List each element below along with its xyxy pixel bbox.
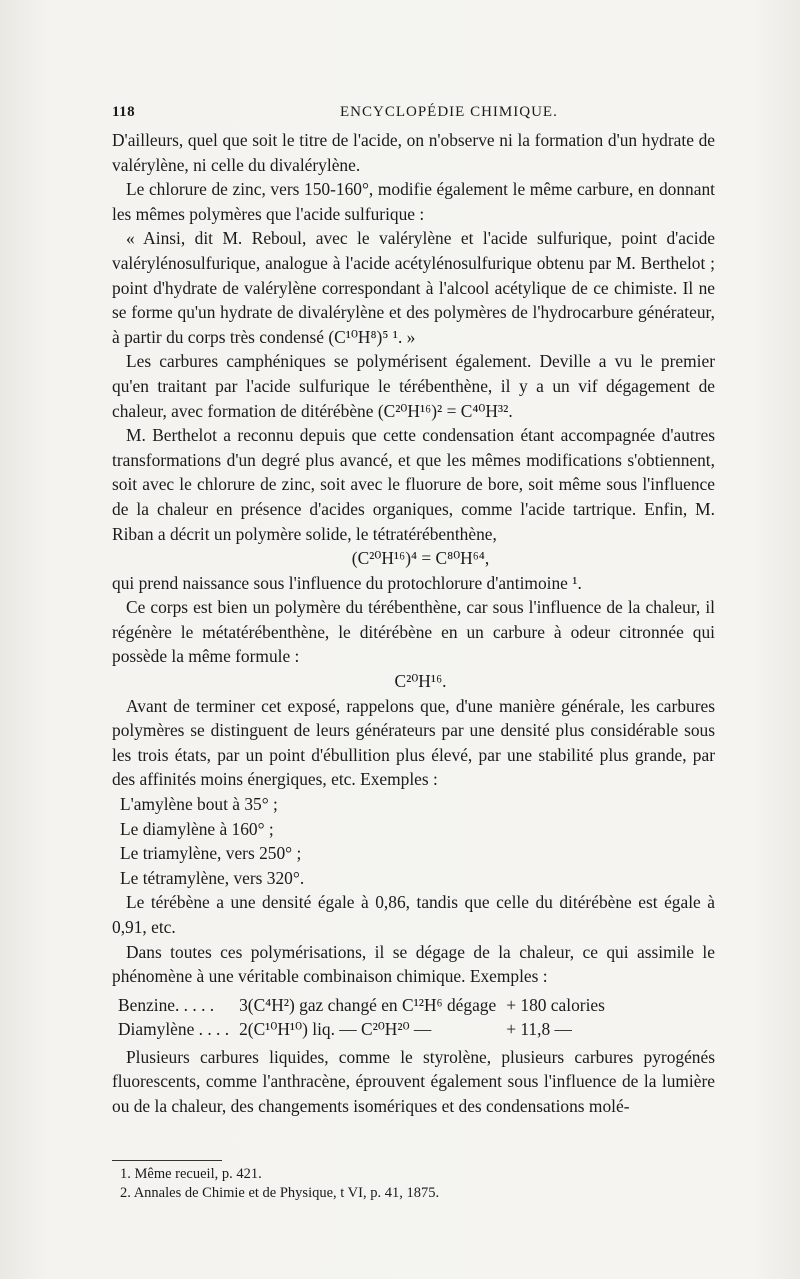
table-row [118,993,615,1017]
paragraph: Le chlorure de zinc, vers 150-160°, modifie également le même carbure, en donnant les mêmes polymères que l'acide sulfurique : [112,179,715,224]
paragraph: Dans toutes ces polymérisations, il se dégage de la chaleur, ce qui assimile le phénomène à une véritable combinaison chimique. Exemples : [112,941,715,987]
table-cell: Diamylène . . . . [118,1018,230,1039]
reaction-table [118,993,615,1041]
list-item: Le tétramylène, vers 320°. [120,867,305,888]
paragraph: Avant de terminer cet exposé, rappelons que, d'une manière générale, les carbures polymères se distinguent de leurs générateurs par une densité plus considérable sous les trois états, par un point d'ébullition plus élevé, par une stabilité plus grande, par des affinités moins énergiques, etc. Exemples : [112,695,715,790]
footnote: 1. Même recueil, p. 421. [120,1166,262,1182]
paragraph: Les carbures camphéniques se polymérisent également. Deville a vu le premier qu'en traitant par l'acide sulfurique le térébenthène, il y a un vif dégagement de chaleur, avec formation de ditérébène (C²⁰H¹⁶)² = C⁴⁰H³². [112,351,715,421]
quotation-paragraph: « Ainsi, dit M. Reboul, avec le valérylène et l'acide sulfurique, point d'acide valérylénosulfurique, analogue à l'acide acétylénosulfurique obtenu par M. Berthelot ; point d'hydrate de valérylène correspondant à l'alcool acétylique de ce chimiste. Il ne se forme qu'un hydrate de divalérylène et des polymères de l'hydrocarbure générateur, à partir du corps très condensé (C¹⁰H⁸)⁵ ¹. » [112,228,715,347]
paragraph: qui prend naissance sous l'influence du protochlorure d'antimoine ¹. [112,572,582,593]
paragraph: D'ailleurs, quel que soit le titre de l'acide, on n'observe ni la formation d'un hydrate de valérylène, ni celle du divalérylène. [112,130,715,175]
running-title: ENCYCLOPÉDIE CHIMIQUE. [340,104,558,120]
paragraph: Ce corps est bien un polymère du térébenthène, car sous l'influence de la chaleur, il régénère le métatérébenthène, le ditérébène en un carbure à odeur citronnée qui possède la même formule : [112,597,715,667]
page-number: 118 [112,104,136,120]
list-item: L'amylène bout à 35° ; [120,794,278,815]
boiling-point-list [112,792,715,890]
table-cell: Benzine. . . . . [118,994,215,1015]
paragraph: M. Berthelot a reconnu depuis que cette condensation étant accompagnée d'autres transformations d'un degré plus avancé, et que les mêmes modifications s'obtiennent, soit avec le chlorure de zinc, soit avec le fluorure de bore, soit même sous l'influence de la chaleur en présence d'acides organiques, comme l'acide tartrique. Enfin, M. Riban a décrit un polymère solide, le tétratérébenthène, [112,425,715,544]
table-cell: 2(C¹⁰H¹⁰) liq. — C²⁰H²⁰ — [239,1018,432,1039]
list-item: Le diamylène à 160° ; [120,818,274,839]
footnote: 2. Annales de Chimie et de Physique, t VI, p. 41, 1875. [120,1185,440,1201]
footnote-divider [112,1160,222,1161]
formula: (C²⁰H¹⁶)⁴ = C⁸⁰H⁶⁴, [351,548,490,569]
table-cell: 3(C⁴H²) gaz changé en C¹²H⁶ dégage [239,994,497,1015]
page-body [112,128,715,1119]
footnotes [112,1160,715,1203]
table-cell: + 180 calories [506,994,605,1015]
list-item: Le triamylène, vers 250° ; [120,843,302,864]
table-cell: + 11,8 — [506,1018,572,1039]
paragraph: Plusieurs carbures liquides, comme le styrolène, plusieurs carbures pyrogénés fluorescents, comme l'anthracène, éprouvent également sous l'influence de la lumière ou de la chaleur, des changements isomériques et des condensations molé- [112,1046,715,1116]
page-header [112,104,712,126]
formula: C²⁰H¹⁶. [394,671,447,692]
paragraph: Le térébène a une densité égale à 0,86, tandis que celle du ditérébène est égale à 0,91, etc. [112,892,715,937]
table-row [118,1017,615,1041]
